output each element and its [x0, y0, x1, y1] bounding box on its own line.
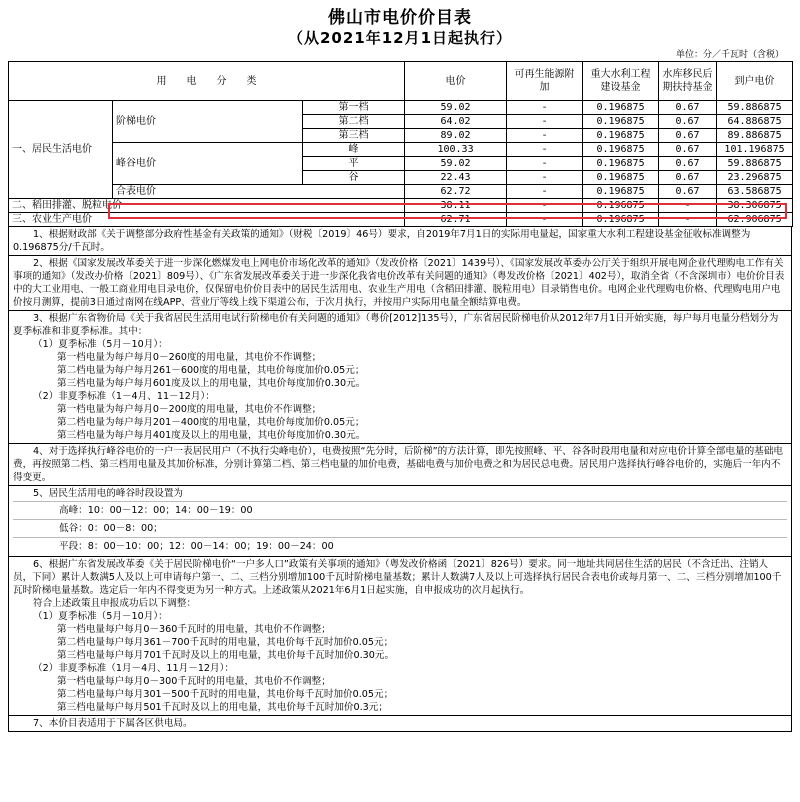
cell-water-fund: 0.196875 — [583, 129, 659, 143]
note-text: 1、根据财政部《关于调整部分政府性基金有关政策的通知》（财税〔2019〕46号）要求，自2019年7月1日的实际用电量起，国家重大水利工程建设基金征收标准调整为0.196875分/千瓦时。 — [13, 229, 751, 253]
tariff-table — [8, 61, 793, 227]
cell-reservoir-fund: 0.67 — [659, 101, 717, 115]
cell-renewable: - — [507, 171, 583, 185]
note-line: 第三档电量为每户每月401度及以上的用电量，其电价每度加价0.30元。 — [57, 430, 366, 441]
table-row-meter — [9, 185, 793, 199]
cell-reservoir-fund: 0.67 — [659, 129, 717, 143]
cell-total: 38.306875 — [717, 199, 793, 213]
note-text: 6、根据广东省发展改革委《关于居民阶梯电价“一户多人口”政策有关事项的通知》（粤发改价格函〔2021〕826号）要求。同一地址共同居住生活的居民（不含迁出、注销人员，下同）累计人数满5人及以上可申请每户第一、二、三档分别增加100千瓦时阶梯电量基数；累计人数满7人及以上可选择执行居民合表电价或每月第一、二、三档分别增加100千瓦时阶梯电量基数。选定后一年内不得变更为另一种方式。上述政策从2021年6月1日起实施，自申报成功的次月起执行。 — [13, 559, 782, 596]
cell-renewable: - — [507, 185, 583, 199]
flat-period: 平段：8：00－10：00；12：00－14：00；19：00－24：00 — [59, 541, 334, 552]
cell-price: 22.43 — [405, 171, 507, 185]
cell-total: 89.886875 — [717, 129, 793, 143]
cell-water-fund: 0.196875 — [583, 171, 659, 185]
cell-total: 62.906875 — [717, 213, 793, 227]
cell-price: 100.33 — [405, 143, 507, 157]
note-5 — [9, 486, 791, 557]
tariff-document — [8, 4, 792, 798]
notes-section — [8, 227, 792, 732]
cell-water-fund: 0.196875 — [583, 199, 659, 213]
cell-water-fund: 0.196875 — [583, 115, 659, 129]
header-category: 用 电 分 类 — [9, 62, 405, 101]
row-label: 第二档 — [303, 115, 405, 129]
note-line: 第一档电量每户每月0－360千瓦时的用电量，其电价不作调整； — [57, 624, 331, 635]
table-row — [9, 143, 793, 157]
cell-total: 59.886875 — [717, 101, 793, 115]
note-6 — [9, 557, 791, 716]
note-subhead: （1）夏季标准（5月－10月）： — [33, 611, 168, 622]
cell-renewable: - — [507, 129, 583, 143]
table-row — [9, 101, 793, 115]
row-label: 峰 — [303, 143, 405, 157]
cell-price: 62.72 — [405, 185, 507, 199]
category-irrigation: 二、稻田排灌、脱粒电价 — [9, 199, 405, 213]
note-4 — [9, 444, 791, 486]
cell-water-fund: 0.196875 — [583, 143, 659, 157]
note-line: 第二档电量每户每月301－500千瓦时的用电量，其电价每千瓦时加价0.05元； — [57, 689, 394, 700]
cell-price: 62.71 — [405, 213, 507, 227]
cell-water-fund: 0.196875 — [583, 157, 659, 171]
note-text: 2、根据《国家发展改革委关于进一步深化燃煤发电上网电价市场化改革的通知》（发改价格〔2021〕1439号）、《国家发展改革委办公厅关于组织开展电网企业代理购电工作有关事项的通知》（发改办价格〔2021〕809号）、《广东省发展改革委关于进一步深化我省电价改革有关问题的通知》（粤发改价格〔2021〕402号），取消全省（不含深圳市）电价价目表中的大工业用电、一般工商业用电目录电价，仅保留电价价目表中的居民生活用电、农业生产用电（含稻田排灌、脱粒用电）目录销售电价。电网企业代理购电价格、代理购电用户电价按月测算，提前3日通过南网在线APP、营业厅等线上线下渠道公布，于次月执行，并按用户实际用电量全额结算电费。 — [13, 258, 785, 308]
time-periods — [13, 501, 787, 555]
table-header-row — [9, 62, 793, 101]
header-price: 电价 — [405, 62, 507, 101]
cell-reservoir-fund: 0.67 — [659, 185, 717, 199]
note-line: 第三档电量为每户每月601度及以上的用电量，其电价每度加价0.30元。 — [57, 378, 366, 389]
cell-price: 64.02 — [405, 115, 507, 129]
valley-period: 低谷：0：00－8：00； — [13, 520, 787, 538]
cell-renewable: - — [507, 115, 583, 129]
note-text: 3、根据广东省物价局《关于我省居民生活用电试行阶梯电价有关问题的通知》（粤价[2012]135号），广东省居民阶梯电价从2012年7月1日开始实施，每户每月电量分档划分为夏季标准和非夏季标准。其中： — [13, 313, 779, 337]
cell-price: 38.11 — [405, 199, 507, 213]
cell-total: 63.586875 — [717, 185, 793, 199]
cell-water-fund: 0.196875 — [583, 101, 659, 115]
note-subhead: （1）夏季标准（5月－10月）： — [33, 339, 168, 350]
note-line: 第三档电量每户每月501千瓦时及以上的用电量，其电价每千瓦时加价0.3元； — [57, 702, 388, 713]
cell-reservoir-fund: 0.67 — [659, 157, 717, 171]
cell-reservoir-fund: - — [659, 213, 717, 227]
cell-water-fund: 0.196875 — [583, 185, 659, 199]
header-renewable: 可再生能源附加 — [507, 62, 583, 101]
note-subhead: （2）非夏季标准（1月－4月、11月－12月）： — [33, 663, 235, 674]
cell-total: 59.886875 — [717, 157, 793, 171]
cell-renewable: - — [507, 157, 583, 171]
category-peak-valley: 峰谷电价 — [113, 143, 303, 185]
row-label: 第一档 — [303, 101, 405, 115]
cell-total: 101.196875 — [717, 143, 793, 157]
note-line: 第二档电量为每户每月201－400度的用电量，其电价每度加价0.05元； — [57, 417, 365, 428]
note-text: 4、对于选择执行峰谷电价的一户一表居民用户（不执行尖峰电价），电费按照“先分时，后阶梯”的方法计算，即先按照峰、平、谷各时段用电量和对应电价计算全部电量的基础电费，再按照第二档、第三档用电量及其加价标准，分别计算第二档、第三档电量的加价电费，基础电费与加价电费之和为居民总电费。居民用户选择执行峰谷电价的，实施后一年内不得变更。 — [13, 446, 783, 483]
peak-period: 高峰：10：00－12：00；14：00－19：00 — [13, 502, 787, 520]
category-residential: 一、居民生活电价 — [9, 101, 113, 199]
header-water-fund: 重大水利工程建设基金 — [583, 62, 659, 101]
header-total: 到户电价 — [717, 62, 793, 101]
category-tiered: 阶梯电价 — [113, 101, 303, 143]
table-row — [9, 199, 793, 213]
page-title: 佛山市电价价目表 — [328, 8, 472, 28]
table-row — [9, 213, 793, 227]
cell-reservoir-fund: 0.67 — [659, 143, 717, 157]
cell-renewable: - — [507, 143, 583, 157]
note-subhead: 符合上述政策且申报成功后以下调整： — [33, 598, 197, 609]
cell-price: 89.02 — [405, 129, 507, 143]
note-2 — [9, 256, 791, 311]
note-subhead: （2）非夏季标准（1－4月、11－12月）： — [33, 391, 215, 402]
note-line: 第一档电量为每户每月0－260度的用电量，其电价不作调整； — [57, 352, 322, 363]
cell-reservoir-fund: 0.67 — [659, 171, 717, 185]
cell-reservoir-fund: 0.67 — [659, 115, 717, 129]
cell-price: 59.02 — [405, 157, 507, 171]
note-text: 7、本价目表适用于下属各区供电局。 — [33, 718, 193, 729]
note-line: 第三档电量每户每月701千瓦时及以上的用电量，其电价每千瓦时加价0.30元。 — [57, 650, 395, 661]
cell-renewable: - — [507, 213, 583, 227]
cell-reservoir-fund: - — [659, 199, 717, 213]
cell-water-fund: 0.196875 — [583, 213, 659, 227]
row-label: 谷 — [303, 171, 405, 185]
note-1 — [9, 227, 791, 256]
page-subtitle: （从2021年12月1日起执行） — [287, 29, 513, 47]
cell-total: 23.296875 — [717, 171, 793, 185]
note-line: 第一档电量为每户每月0－200度的用电量，其电价不作调整； — [57, 404, 322, 415]
note-7 — [9, 716, 791, 731]
cell-price: 59.02 — [405, 101, 507, 115]
row-label: 第三档 — [303, 129, 405, 143]
category-agriculture: 三、农业生产电价 — [9, 213, 405, 227]
row-label: 平 — [303, 157, 405, 171]
note-line: 第二档电量为每户每月261－600度的用电量，其电价每度加价0.05元； — [57, 365, 365, 376]
header-reservoir-fund: 水库移民后期扶持基金 — [659, 62, 717, 101]
category-meter: 合表电价 — [113, 185, 405, 199]
note-3 — [9, 311, 791, 444]
note-line: 第一档电量每户每月0－300千瓦时的用电量，其电价不作调整； — [57, 676, 331, 687]
unit-label: 单位：分／千瓦时（含税） — [675, 50, 784, 60]
note-text: 5、居民生活用电的峰谷时段设置为 — [33, 488, 184, 499]
cell-renewable: - — [507, 199, 583, 213]
note-line: 第二档电量每户每月361－700千瓦时的用电量，其电价每千瓦时加价0.05元； — [57, 637, 394, 648]
cell-renewable: - — [507, 101, 583, 115]
cell-total: 64.886875 — [717, 115, 793, 129]
